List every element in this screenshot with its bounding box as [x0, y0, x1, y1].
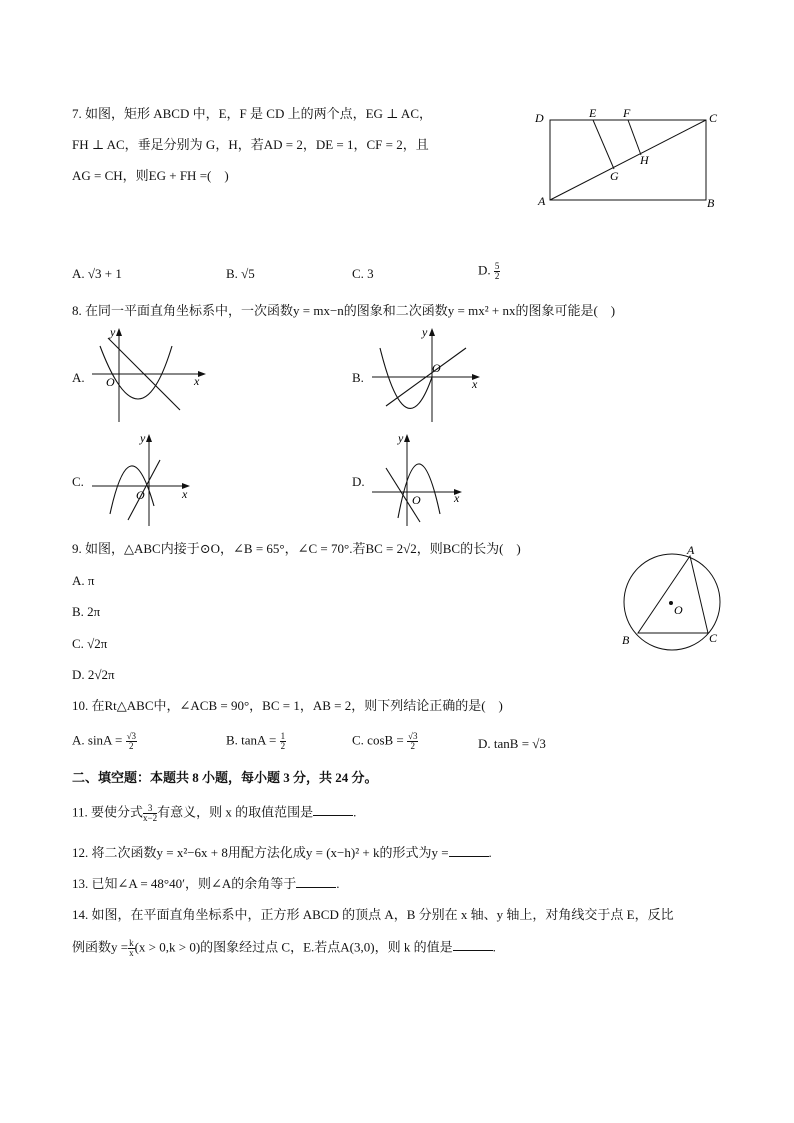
svg-text:y: y [398, 431, 404, 445]
q10-option-a-fraction: $\frac{√3}{2}$ [126, 731, 137, 751]
q14-line2: 例函数y = $\frac{k}{x}$ (x > 0,k > 0)的图象经过点 C，E.若点A(3,0)，则 k 的值是 . [72, 938, 496, 958]
q13-answer-blank[interactable] [296, 877, 336, 888]
q8-label-c: C. [72, 474, 84, 489]
label-a: A [538, 194, 546, 208]
label-b: B [707, 196, 715, 210]
q7-line1: 7. 如图，矩形 ABCD 中，E，F 是 CD 上的两个点，EG ⊥ AC， [72, 106, 432, 121]
q10-option-c: C. cosB = $\frac{√3}{2}$ [352, 731, 418, 751]
q8-label-b: B. [352, 370, 364, 385]
svg-text:A: A [687, 543, 695, 557]
q7-option-d-fraction: $\frac{5}{2}$ [494, 261, 500, 281]
label-g: G [610, 169, 619, 183]
svg-text:O: O [136, 488, 145, 502]
svg-text:B: B [622, 633, 630, 647]
q7-line2: FH ⊥ AC，垂足分别为 G，H，若AD = 2，DE = 1，CF = 2，且 [72, 137, 429, 152]
svg-text:x: x [472, 377, 478, 391]
q7-option-a: A. √3 + 1 [72, 266, 122, 281]
q12: 12. 将二次函数y = x²−6x + 8用配方法化成y = (x−h)² + k的形式为y = . [72, 845, 492, 860]
q14-line1: 14. 如图，在平面直角坐标系中，正方形 ABCD 的顶点 A，B 分别在 x 轴、y 轴上，对角线交于点 E，反比 [72, 907, 674, 922]
q9-option-a: A. π [72, 573, 95, 588]
q9-stem: 9. 如图，△ABC内接于⊙O，∠B = 65°，∠C = 70°.若BC = 2√2，则BC的长为( ) [72, 541, 521, 556]
svg-text:x: x [454, 491, 460, 505]
q7-option-c: C. 3 [352, 266, 374, 281]
q10-stem: 10. 在Rt△ABC中，∠ACB = 90°，BC = 1，AB = 2，则下列结论正确的是( ) [72, 698, 503, 713]
svg-text:O: O [412, 493, 421, 507]
q9-option-d: D. 2√2π [72, 667, 115, 682]
q9-circle-figure [614, 540, 734, 652]
svg-text:y: y [140, 431, 146, 445]
section-2-heading: 二、填空题：本题共 8 小题，每小题 3 分，共 24 分。 [72, 770, 378, 785]
q10-option-c-fraction: $\frac{√3}{2}$ [408, 731, 418, 751]
q10-option-b: B. tanA = $\frac{1}{2}$ [226, 731, 286, 751]
q11-fraction: $\frac{3}{x-2}$ [143, 803, 158, 823]
q14-answer-blank[interactable] [453, 940, 493, 951]
q10-option-b-fraction: $\frac{1}{2}$ [280, 731, 286, 751]
q8-label-d: D. [352, 474, 365, 489]
q9-option-c: C. √2π [72, 636, 108, 651]
q8-stem: 8. 在同一平面直角坐标系中，一次函数y = mx−n的图象和二次函数y = mx² + nx的图象可能是( ) [72, 303, 616, 318]
label-f: F [623, 106, 631, 120]
q8-graph-d [368, 428, 498, 530]
q8-graph-b [368, 322, 498, 426]
q13: 13. 已知∠A = 48°40′，则∠A的余角等于 . [72, 876, 340, 891]
q7-option-d-label: D. [478, 262, 491, 278]
svg-text:y: y [422, 325, 428, 339]
q10-option-d: D. tanB = √3 [478, 736, 546, 751]
q12-answer-blank[interactable] [449, 846, 489, 857]
q11: 11. 要使分式 $\frac{3}{x-2}$ 有意义，则 x 的取值范围是 . [72, 803, 357, 823]
q11-answer-blank[interactable] [313, 805, 353, 816]
label-h: H [640, 153, 649, 167]
q8-graph-c [88, 428, 218, 530]
svg-text:O: O [674, 603, 683, 617]
q7-rectangle-figure [530, 104, 730, 214]
label-e: E [589, 106, 597, 120]
svg-text:C: C [709, 631, 718, 645]
label-d: D [535, 111, 544, 125]
svg-text:x: x [194, 374, 200, 388]
svg-text:y: y [110, 325, 116, 339]
svg-text:O: O [432, 361, 441, 375]
q8-label-a: A. [72, 370, 85, 385]
q7-option-d [478, 262, 500, 281]
q9-option-b: B. 2π [72, 604, 101, 619]
svg-text:O: O [106, 375, 115, 389]
label-c: C [709, 111, 718, 125]
q10-option-a: A. sinA = $\frac{√3}{2}$ [72, 731, 137, 751]
q14-fraction: $\frac{k}{x}$ [129, 938, 134, 958]
q7-option-b: B. √5 [226, 266, 255, 281]
q7-line3: AG = CH，则EG + FH =( ) [72, 168, 229, 183]
q8-graph-a [88, 322, 218, 426]
svg-text:x: x [182, 487, 188, 501]
